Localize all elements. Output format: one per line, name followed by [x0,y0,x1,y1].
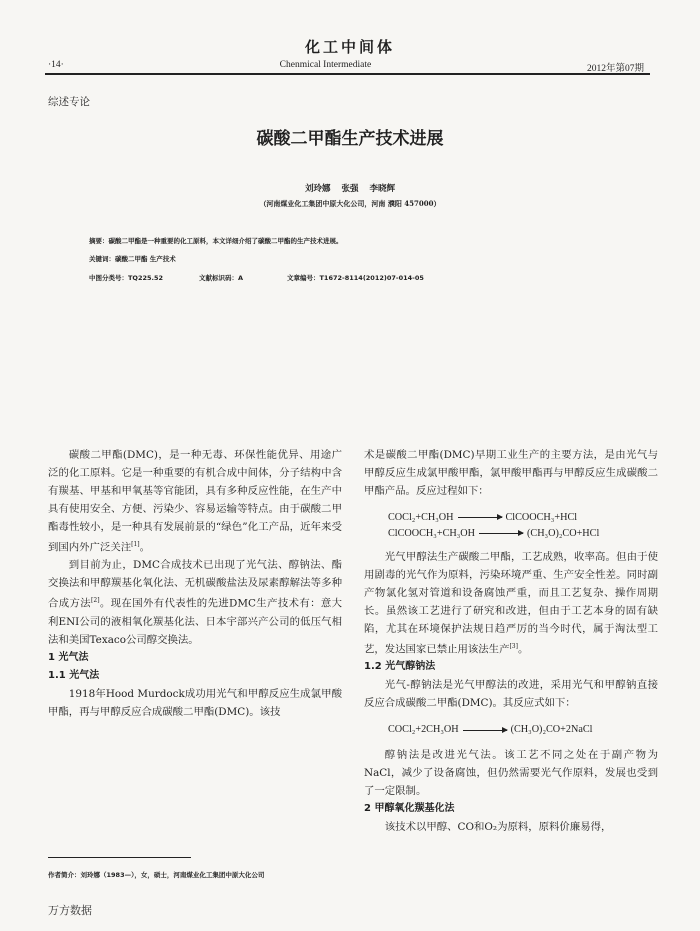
equation-2: ClCOOCH₃+CH₃OH (CH₃O)₂CO+HCl [388,528,600,539]
abstract: 摘要：碳酸二甲酯是一种重要的化工原料，本文详细介绍了碳酸二甲酯的生产技术进展。 [89,237,343,245]
phosgene-evaluation-paragraph: 光气甲醇法生产碳酸二甲酯，工艺成熟，收率高。但由于使用剧毒的光气作为原料，污染环境严重、生产安全性差。同时副产物氯化氢对管道和设备腐蚀严重，而且工艺复杂、操作周期长。虽然该工艺进行了研究和改进，但由于工艺本身的固有缺陷，尤其在环境保护法规日趋严厉的当今时代，属于淘汰型工艺，发达国家已禁止用该法生产[3]。 [364,551,658,656]
authors: 刘玲娜 张强 李晓辉 [305,184,395,194]
reaction-arrow-icon [479,533,523,534]
journal-english-name: Chenmical Intermediate [279,60,372,70]
column-name: 综述专论 [48,96,90,108]
issue-label: 2012年第07期 [586,64,644,74]
carbonylation-paragraph: 该技术以甲醇、CO和O₂为原料，原料价廉易得， [384,821,612,834]
section-heading-2: 2 甲醇氧化羰基化法 [364,803,455,815]
keywords: 关键词：碳酸二甲酯 生产技术 [89,255,176,263]
section-heading-1-1: 1.1 光气法 [48,669,100,681]
page-number: ·14· [48,60,64,70]
journal-title: 化工中间体 [304,38,395,56]
article-number: 文章编号：T1672-8114(2012)07-014-05 [287,274,424,282]
equation-3: COCl₂+2CH₃OH (CH₃O)₂CO+2NaCl [388,724,593,736]
intro-paragraph: 碳酸二甲酯(DMC)，是一种无毒、环保性能优异、用途广泛的化工原料。它是一种重要的有机合成中间体，分子结构中含有羰基、甲基和甲氧基等官能团，具有多种反应性能，在生产中具有使用安全、方便、污染少、容易运输等特点。由于碳酸二甲酯毒性较小，是一种具有发展前景的“绿色”化工产品，近年来受到国内外广泛关注[1]。 [48,449,342,554]
reaction-arrow-icon [458,517,502,518]
affiliation: （河南煤业化工集团中原大化公司，河南 濮阳 457000） [259,199,441,208]
section-heading-1-2: 1.2 光气醇钠法 [364,661,436,673]
phosgene-continued-paragraph: 术是碳酸二甲酯(DMC)早期工业生产的主要方法，是由光气与甲醇反应生成氯甲酸甲酯，氯甲酸甲酯再与甲醇反应生成碳酸二甲酯产品。反应过程如下： [364,449,658,497]
sodium-methoxide-paragraph: 光气-醇钠法是光气甲醇法的改进，采用光气和甲醇钠直接反应合成碳酸二甲酯(DMC)。其反应式如下： [364,679,658,710]
left-column [48,446,342,721]
section-heading-1: 1 光气法 [48,651,89,663]
sodium-methoxide-evaluation-paragraph: 醇钠法是改进光气法。该工艺不同之处在于副产物为NaCl，减少了设备腐蚀，但仍然需要光气作原料，发展也受到了一定限制。 [364,749,658,798]
clc-number: 中图分类号：TQ225.52 [89,274,164,282]
author-footnote: 作者简介：刘玲娜（1983—），女，硕士，河南煤业化工集团中原大化公司 [48,871,265,879]
phosgene-paragraph: 1918年Hood Murdock成功用光气和甲醇反应生成氯甲酸甲酯，再与甲醇反应合成碳酸二甲酯(DMC)。该技 [48,687,342,718]
running-header [48,60,644,74]
methods-paragraph: 到目前为止，DMC合成技术已出现了光气法、醇钠法、酯交换法和甲醇羰基化氧化法、无机碳酸盐法及尿素醇解法等多种合成方法[2]。现在国外有代表性的先进DMC生产技术有：意大利ENI公司的液相氧化羰基化法、日本宇部兴产公司的低压气相法和美国Texaco公司醇交换法。 [48,559,343,646]
reaction-arrow-icon [463,730,507,731]
header-rule [45,73,650,75]
document-code: 文献标识码：A [199,274,244,282]
source-watermark: 万方数据 [48,904,92,917]
right-column [364,446,658,836]
equation-1: COCl₂+CH₃OH ClCOOCH₃+HCl [388,512,578,523]
footnote-rule [48,857,191,858]
article-title: 碳酸二甲酯生产技术进展 [256,129,444,149]
